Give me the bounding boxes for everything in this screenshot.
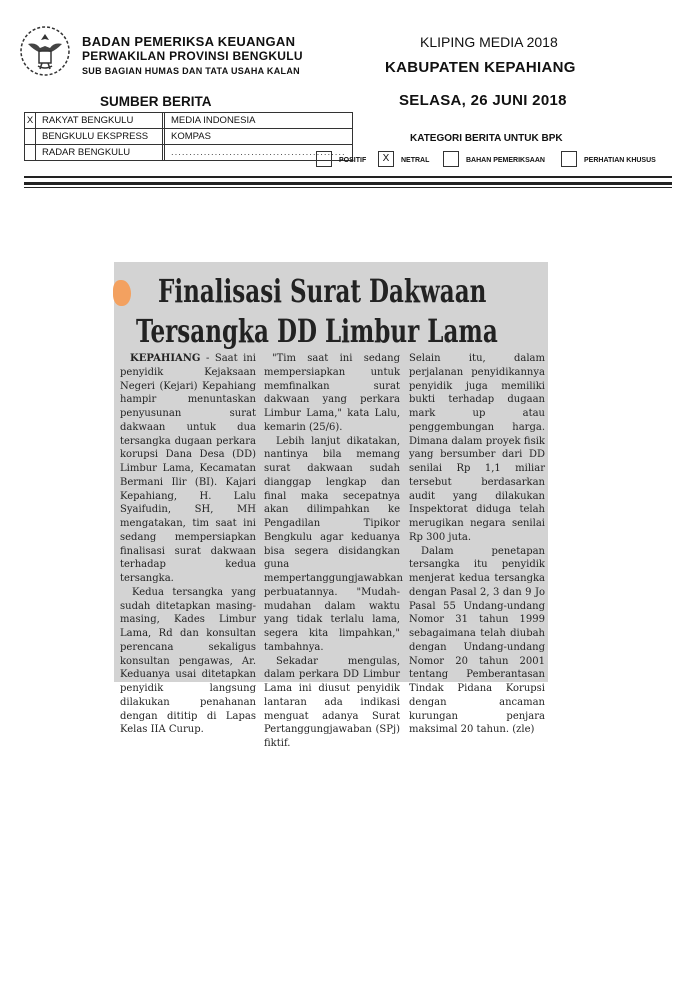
source-name: KOMPAS xyxy=(165,129,353,145)
paragraph-text: - Saat ini penyidik Kejaksaan Negeri (Kejari) Kepahiang hampir menuntaskan penyusunan surat dakwaan untuk dua tersangka dugaan perkara korupsi Dana Desa (DD) Limbur Lama, Kecamatan Bermani Ilir (BI). Kajari Kepahiang, H. Lalu Syaifudin, SH, MH mengatakan, tim saat ini sedang mempersiapkan finalisasi surat dakwaan terhadap kedua tersangka. xyxy=(120,353,256,584)
date-title: SELASA, 26 JUNI 2018 xyxy=(399,92,567,109)
kategori-title: KATEGORI BERITA UNTUK BPK xyxy=(410,133,563,144)
org-branch: PERWAKILAN PROVINSI BENGKULU xyxy=(82,49,303,63)
paragraph xyxy=(120,352,256,586)
source-name-blank: ................................................ xyxy=(165,145,353,161)
source-name: BENGKULU EKSPRESS xyxy=(36,129,163,145)
paragraph: Lebih lanjut dikatakan, nantinya bila memang surat dakwaan sudah dianggap lengkap dan final maka secepatnya akan dilimpahkan ke Pengadilan Tipikor Bengkulu agar keduanya bisa segera disidangkan guna mempertanggungjawabkan perbuatannya. "Mudah-mudahan dalam waktu yang tidak terlalu lama, segera kita limpahkan," tambahnya. xyxy=(264,435,403,653)
source-name: MEDIA INDONESIA xyxy=(165,113,353,129)
article-column-3 xyxy=(409,352,545,737)
header-divider xyxy=(24,187,672,188)
kategori-label: BAHAN PEMERIKSAAN xyxy=(466,157,545,164)
source-mark xyxy=(25,129,36,145)
dateline: KEPAHIANG xyxy=(130,353,201,364)
header-divider xyxy=(24,176,672,178)
article-column-1 xyxy=(120,352,256,737)
header-divider xyxy=(24,182,672,185)
org-name: BADAN PEMERIKSA KEUANGAN xyxy=(82,34,296,49)
table-row xyxy=(25,113,353,129)
table-row xyxy=(25,145,353,161)
checkbox-positif xyxy=(316,151,332,167)
paragraph: Selain itu, dalam perjalanan penyidikannya penyidik juga memiliki bukti terhadap dugaan mark up atau penggembungan harga. Dimana dalam proyek fisik yang bersumber dari DD senilai Rp 1,1 miliar tersebut berdasarkan audit yang dilakukan Inspektorat diduga telah merugikan negara senilai Rp 300 juta. xyxy=(409,353,545,543)
table-row xyxy=(25,129,353,145)
article-column-2 xyxy=(264,352,403,751)
source-mark xyxy=(25,145,36,161)
checkbox-netral: X xyxy=(378,151,394,167)
checkbox-bahan-pemeriksaan xyxy=(443,151,459,167)
source-mark: X xyxy=(25,113,36,129)
checkbox-perhatian-khusus xyxy=(561,151,577,167)
kategori-label: POSITIF xyxy=(339,157,367,164)
sumber-berita-title: SUMBER BERITA xyxy=(100,94,212,109)
kabupaten-title: KABUPATEN KEPAHIANG xyxy=(385,59,576,76)
garuda-emblem-icon xyxy=(18,24,72,78)
paragraph: Sekadar mengulas, dalam perkara DD Limbur Lama ini diusut penyidik lantaran ada indikasi menguat adanya Surat Pertanggungjawaban (SPj) fiktif. xyxy=(264,655,400,749)
kategori-label: NETRAL xyxy=(401,157,430,164)
highlight-mark xyxy=(113,280,131,306)
org-subdivision: SUB BAGIAN HUMAS DAN TATA USAHA KALAN xyxy=(82,66,300,76)
paragraph: Dalam penetapan tersangka itu penyidik menjerat kedua tersangka dengan Pasal 2, 3 dan 9 Jo Pasal 55 Undang-undang Nomor 31 tahun 1999 sebagaimana telah diubah dengan Undang-undang Nomor 20 tahun 2001 tentang Pemberantasan Tindak Pidana Korupsi dengan ancaman kurungan penjara maksimal 20 tahun. (zle) xyxy=(409,545,545,736)
headline-line1: Finalisasi Surat Dakwaan xyxy=(158,272,487,310)
sumber-berita-table xyxy=(24,112,353,161)
source-name: RADAR BENGKULU xyxy=(36,145,163,161)
headline-line2: Tersangka DD Limbur Lama xyxy=(136,312,498,350)
source-name: RAKYAT BENGKULU xyxy=(36,113,163,129)
kliping-title: KLIPING MEDIA 2018 xyxy=(420,34,558,50)
paragraph: "Tim saat ini sedang mempersiapkan untuk memfinalkan surat dakwaan yang perkara Limbur Lama," kata Lalu, kemarin (25/6). xyxy=(264,353,400,433)
paragraph: Kedua tersangka yang sudah ditetapkan masing-masing, Kades Limbur Lama, Rd dan konsultan perencana sekaligus konsultan pengawas, Ar. Keduanya usai ditetapkan penyidik langsung dilakukan penahanan dengan dititip di Lapas Kelas IIA Curup. xyxy=(120,586,256,736)
kategori-label: PERHATIAN KHUSUS xyxy=(584,157,656,164)
